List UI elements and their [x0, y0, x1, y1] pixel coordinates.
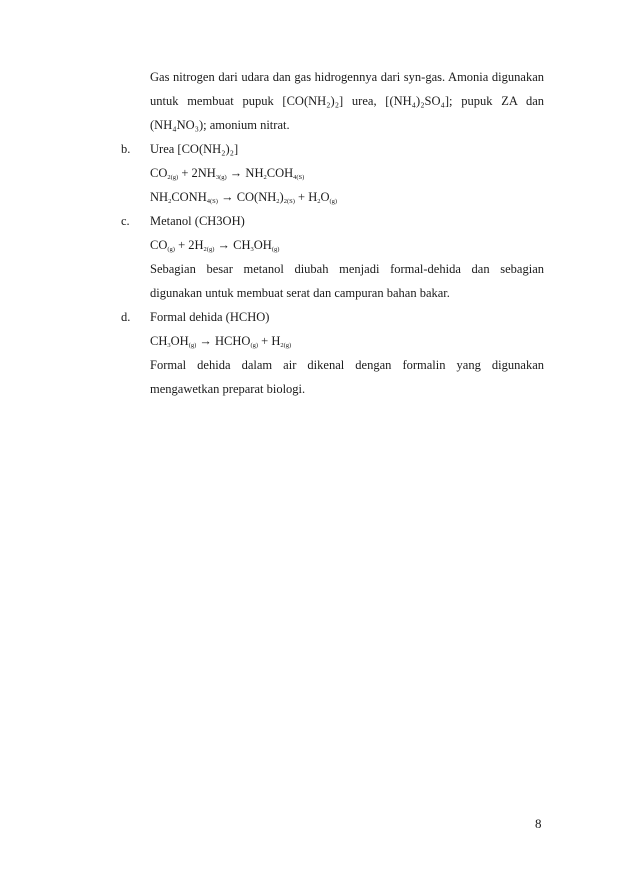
section-b-equation-1: $CO_{2(g)} + 2NH_{3(g)} \to NH_2COH_{4(S)}$ — [150, 166, 305, 181]
section-c-title: Metanol (CH3OH) — [150, 214, 245, 228]
section-c-equation-1: $CO_{(g)} + 2H_{2(g)} \to CH_3OH_{(g)}$ — [150, 238, 280, 253]
section-c-text-line-1 — [150, 262, 544, 277]
section-b-equation-2: $NH_2CONH_{4(S)} \to CO(NH_2)_{2(S)} + H_2O_{(g)}$ — [150, 190, 338, 205]
section-c-text-line-1-text: Sebagian besar metanol diubah menjadi formal-dehida dan sebagian — [150, 262, 544, 276]
intro-line-2-text: untuk membuat pupuk [CO(NH₂)₂] urea, [(NH₄)₂SO₄]; pupuk ZA dan — [150, 94, 544, 108]
section-b-title: Urea [CO(NH₂)₂] — [150, 142, 239, 156]
section-d-title: Formal dehida (HCHO) — [150, 310, 270, 324]
page-number: 8 — [535, 816, 542, 831]
section-d-label: d. — [121, 310, 131, 324]
intro-line-3: (NH₄NO₃); amonium nitrat. — [150, 118, 290, 132]
section-d-text-line-1 — [150, 358, 544, 373]
section-b-label: b. — [121, 142, 131, 156]
section-d-text-line-1-text: Formal dehida dalam air dikenal dengan formalin yang digunakan — [150, 358, 544, 372]
section-d-equation-1: $CH_3OH_{(g)}$ → $HCHO_{(g)} + H_{2(g)}$ — [150, 334, 292, 349]
section-d-text-line-2: mengawetkan preparat biologi. — [150, 382, 306, 396]
section-c-text-line-2: digunakan untuk membuat serat dan campuran bahan bakar. — [150, 286, 450, 300]
intro-line-2 — [150, 94, 544, 109]
intro-line-1 — [150, 70, 544, 85]
intro-line-1-text: Gas nitrogen dari udara dan gas hidrogennya dari syn-gas. Amonia digunakan — [150, 70, 544, 84]
section-c-label: c. — [121, 214, 130, 228]
